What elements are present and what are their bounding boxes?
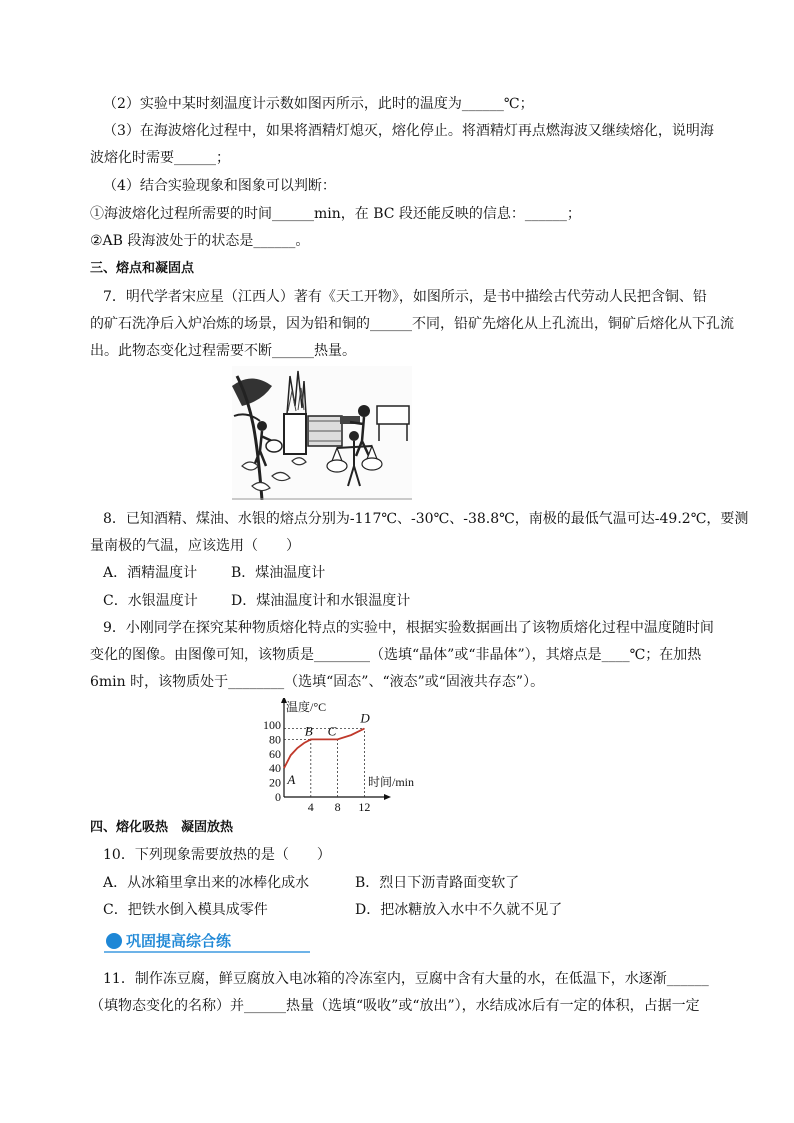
point-label-d: D: [360, 710, 370, 726]
q11-line2: （填物态变化的名称）并______热量（选填“吸收”或“放出”），水结成冰后有一定的体积，占据一定: [90, 998, 700, 1014]
y-tick-label: 20: [269, 775, 281, 790]
y-tick-label: 100: [263, 718, 281, 732]
q8-option-c: C．水银温度计: [103, 593, 198, 609]
y-tick-label: 60: [269, 746, 281, 761]
q10-option-a: A．从冰箱里拿出来的冰棒化成水: [103, 875, 310, 891]
smelting-illustration: [232, 366, 412, 500]
section-band-rule: [104, 951, 310, 953]
q6-part4: （4）结合实验现象和图象可以判断：: [103, 178, 336, 194]
series-line: [284, 729, 364, 769]
q9-line1: 9．小刚同学在探究某种物质熔化特点的实验中，根据实验数据画出了该物质熔化过程中温度随时间: [103, 620, 714, 636]
section-band: [104, 930, 310, 952]
point-label-c: C: [327, 723, 337, 739]
q10-stem: 10．下列现象需要放热的是（ ）: [103, 847, 331, 863]
x-tick-label: 4: [307, 800, 314, 812]
point-label-b: B: [304, 723, 313, 739]
bullet-dot-icon: [106, 933, 122, 949]
q10-option-d: D．把冰糖放入水中不久就不见了: [355, 902, 563, 918]
q9-line3: 6min 时，该物质处于________（选填“固态”、“液态”或“固液共存态”）。: [90, 674, 545, 690]
x-axis-label: 时间/min: [368, 775, 415, 789]
x-tick-label: 12: [358, 800, 371, 812]
q7-line2: 的矿石洗净后入炉冶炼的场景，因为铅和铜的______不同，铅矿先熔化从上孔流出，铜矿后熔化从下孔流: [90, 316, 734, 332]
section-band-title: 巩固提高综合练: [126, 932, 232, 950]
q10-option-b: B．烈日下沥青路面变软了: [355, 875, 520, 891]
q6-part4-item2: ②AB 段海波处于的状态是______。: [90, 233, 310, 249]
section-3-heading: 三、熔点和凝固点: [90, 261, 195, 276]
q11-line1: 11．制作冻豆腐，鲜豆腐放入电冰箱的冷冻室内，豆腐中含有大量的水，在低温下，水逐渐______: [103, 971, 709, 987]
section-4-heading: 四、熔化吸热 凝固放热: [90, 820, 234, 835]
q8-line1: 8．已知酒精、煤油、水银的熔点分别为-117℃、-30℃、-38.8℃，南极的最低气温可达-49.2℃，要测: [103, 511, 749, 527]
q10-option-c: C．把铁水倒入模具成零件: [103, 902, 268, 918]
q9-line2: 变化的图像。由图像可知，该物质是________（选填“晶体”或“非晶体”），其熔点是____℃；在加热: [90, 647, 702, 663]
y-tick-label: 0: [275, 790, 281, 804]
q6-part4-item1: ①海波熔化过程所需要的时间______min，在 BC 段还能反映的信息：______；: [90, 206, 581, 222]
y-tick-label: 80: [269, 732, 281, 747]
q8-option-b: B．煤油温度计: [231, 565, 326, 581]
y-axis-label: 温度/°C: [286, 700, 327, 714]
x-axis-arrow: [384, 794, 391, 800]
melting-curve-chart: [250, 698, 430, 812]
q6-part3-line2: 波熔化时需要______；: [90, 150, 230, 166]
q7-line3: 出。此物态变化过程需要不断______热量。: [90, 343, 356, 359]
q8-option-d: D．煤油温度计和水银温度计: [231, 593, 411, 609]
q8-option-a: A．酒精温度计: [103, 565, 198, 581]
q6-part2: （2）实验中某时刻温度计示数如图丙所示，此时的温度为______℃；: [103, 96, 534, 112]
y-tick-label: 40: [269, 761, 281, 776]
q7-line1: 7．明代学者宋应星（江西人）著有《天工开物》，如图所示，是书中描绘古代劳动人民把含铜、铅: [103, 289, 707, 305]
q8-line2: 量南极的气温，应该选用（ ）: [90, 538, 300, 554]
x-tick-label: 8: [334, 800, 341, 812]
q6-part3-line1: （3）在海波熔化过程中，如果将酒精灯熄灭，熔化停止。将酒精灯再点燃海波又继续熔化，说明海: [103, 123, 714, 139]
point-label-a: A: [287, 772, 296, 788]
